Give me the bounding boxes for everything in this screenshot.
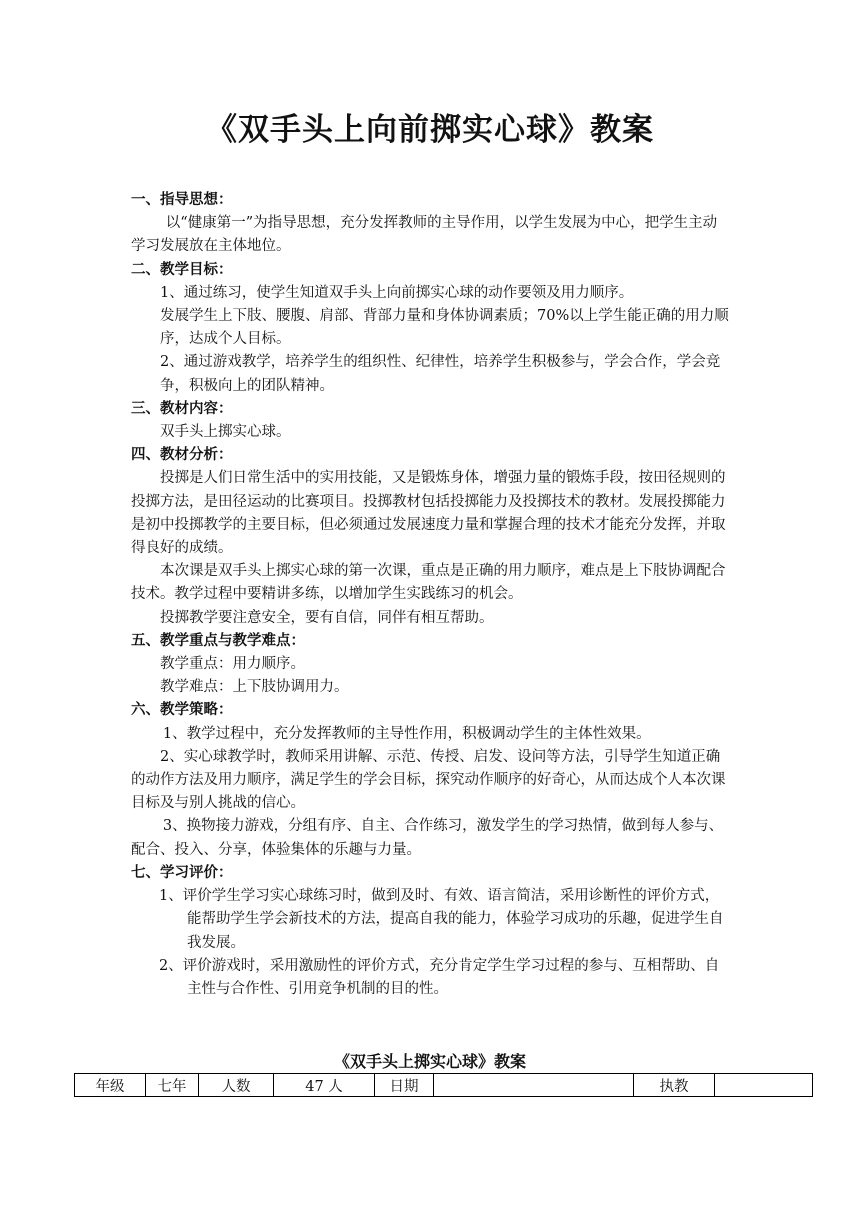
- teacher-value-cell: [715, 1074, 813, 1097]
- paragraph: 双手头上掷实心球。: [160, 424, 291, 441]
- count-value-cell: 47 人: [274, 1074, 375, 1097]
- section-heading: 二、教学目标：: [131, 261, 233, 278]
- count-label-cell: 人数: [199, 1074, 274, 1097]
- paragraph: 本次课是双手头上掷实心球的第一次课，重点是正确的用力顺序，难点是上下肢协调配合技术。教学过程中要精讲多练，以增加学生实践练习的机会。: [131, 563, 726, 603]
- table-row: [75, 1074, 813, 1097]
- date-label-cell: 日期: [375, 1074, 434, 1097]
- paragraph: 2、通过游戏教学，培养学生的组织性、纪律性，培养学生积极参与，学会合作，学会竞争，积极向上的团队精神。: [160, 354, 721, 394]
- section-heading: 六、教学策略：: [131, 702, 233, 719]
- paragraph: 2、评价游戏时，采用激励性的评价方式，充分肯定学生学习过程的参与、互相帮助、自主性与合作性、引用竞争机制的目的性。: [159, 957, 720, 997]
- grade-value-cell: 七年: [146, 1074, 199, 1097]
- date-value-cell: [434, 1074, 634, 1097]
- section-heading: 一、指导思想：: [131, 192, 233, 208]
- lesson-plan-title: 《双手头上掷实心球》教案: [333, 1052, 526, 1071]
- paragraph: 1、通过练习，使学生知道双手头上向前掷实心球的动作要领及用力顺序。: [160, 284, 634, 301]
- paragraph: 投掷是人们日常生活中的实用技能，又是锻炼身体，增强力量的锻炼手段，按田径规则的投掷方法，是田径运动的比赛项目。投掷教材包括投掷能力及投掷技术的教材。发展投掷能力是初中投掷教学的主要目标，但必须通过发展速度力量和掌握合理的技术才能充分发挥，并取得良好的成绩。: [131, 470, 726, 557]
- teacher-label-cell: 执教: [634, 1074, 715, 1097]
- paragraph: 3、换物接力游戏，分组有序、自主、合作练习，激发学生的学习热情，做到每人参与、配合、投入、分享，体验集体的乐趣与力量。: [131, 818, 724, 858]
- paragraph: 教学难点：上下肢协调用力。: [160, 679, 349, 696]
- paragraph: 以“健康第一”为指导思想，充分发挥教师的主导作用，以学生发展为中心，把学生主动学习发展放在主体地位。: [131, 215, 718, 255]
- paragraph: 1、教学过程中，充分发挥教师的主导性作用，积极调动学生的主体性效果。: [162, 725, 651, 742]
- document-title: 《双手头上向前掷实心球》教案: [206, 112, 654, 148]
- section-heading: 三、教材内容：: [131, 400, 233, 417]
- paragraph: 投掷教学要注意安全，要有自信，同伴有相互帮助。: [160, 609, 494, 626]
- paragraph: 1、评价学生学习实心球练习时，做到及时、有效、语言简洁，采用诊断性的评价方式，能帮助学生学会新技术的方法，提高自我的能力，体验学习成功的乐趣，促进学生自我发展。: [159, 888, 724, 951]
- section-heading: 五、教学重点与教学难点：: [131, 632, 305, 649]
- grade-label-cell: 年级: [75, 1074, 146, 1097]
- paragraph: 发展学生上下肢、腰腹、肩部、背部力量和身体协调素质；70%以上学生能正确的用力顺序，达成个人目标。: [160, 308, 729, 348]
- section-heading: 四、教材分析：: [131, 447, 233, 464]
- section-heading: 七、学习评价：: [131, 864, 233, 881]
- document-body: [131, 189, 731, 1001]
- paragraph: 2、实心球教学时，教师采用讲解、示范、传授、启发、设问等方法，引导学生知道正确的动作方法及用力顺序，满足学生的学会目标，探究动作顺序的好奇心，从而达成个人本次课目标及与别人挑战的信心。: [131, 748, 726, 812]
- paragraph: 教学重点：用力顺序。: [160, 656, 305, 673]
- lesson-info-table: [74, 1073, 813, 1097]
